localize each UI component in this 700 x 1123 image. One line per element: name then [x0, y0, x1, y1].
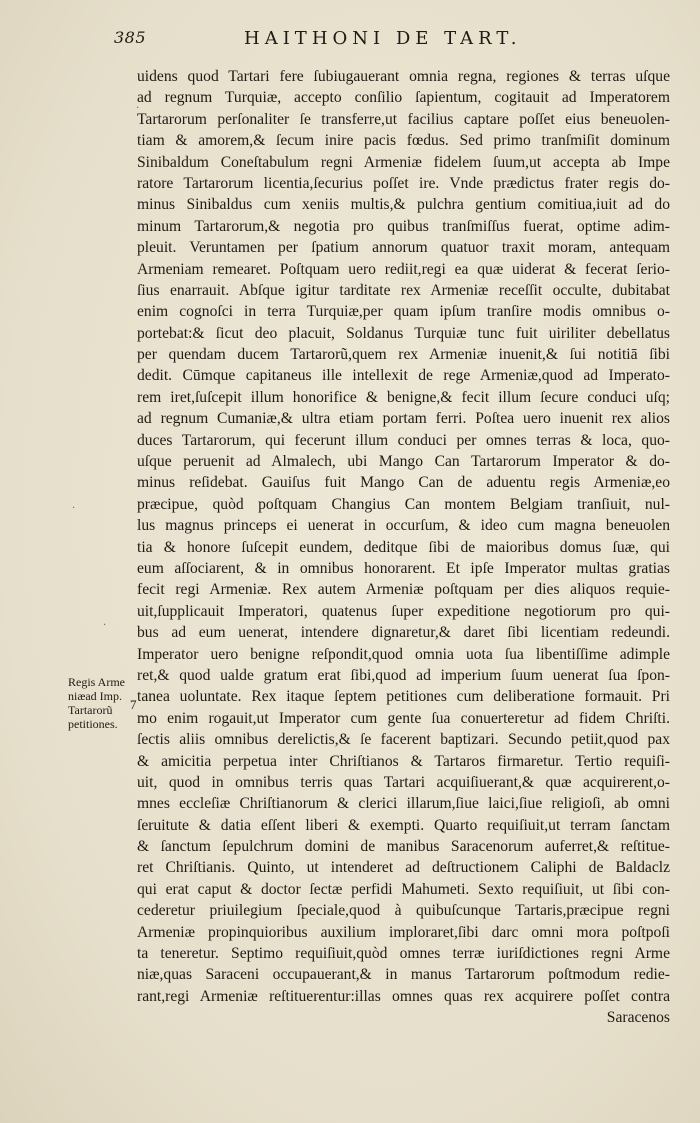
text-line: rem iret,ſuſcepit illum honorifice & benigne,& fecit illum ſecure conduci uſq; [137, 388, 670, 406]
gutter-mark: · [103, 620, 107, 631]
text-line: tanea uoluntate. Rex itaque ſeptem petitiones cum deliberatione formauit. Pri [137, 688, 670, 706]
gutter-mark: · [136, 103, 140, 114]
marginal-note-line: niæad Imp. [68, 689, 122, 703]
page-number: 385 [114, 28, 147, 47]
page-header [114, 28, 674, 52]
marginal-note-line: Tartarorũ [68, 703, 113, 717]
text-line: uſque peruenit ad Almalech, ubi Mango Can Tartarorum Imperator & do- [137, 453, 670, 471]
text-line: ſeruitute & datia eſſent liberi & exempti. Quarto requiſiuit,ut terram ſanctam [137, 816, 670, 834]
text-line: præcipue, quòd poſtquam Changius Can montem Belgiam tranſiuit, nul- [137, 495, 670, 513]
text-line: tiam & amorem,& ſecum inire pacis fœdus. Sed primo tranſmiſit dominum [137, 132, 670, 150]
text-line: ta teneretur. Septimo requiſiuit,quòd omnes terræ iuriſdictiones regni Arme [137, 945, 670, 963]
marginal-note-line: petitiones. [68, 717, 118, 731]
text-line: qui erat caput & doctor ſectæ perfidi Mahumeti. Sexto requiſiuit, ut ſibi con- [137, 880, 670, 898]
text-line: Imperator uero benigne reſpondit,quod omnia uota ſua libentiſſime adimple [137, 645, 670, 663]
text-line: minus Sinibaldus cum xeniis multis,& pulchra gentium comitiua,iuit ad do [137, 196, 670, 214]
text-line: niæ,quas Saraceni occupauerant,& in manus Tartarorum poſtmodum redie- [137, 966, 670, 984]
text-line: & amicitia perpetua inter Chriſtianos & Tartaros firmaretur. Tertio requiſi- [137, 752, 670, 770]
text-line: minus reſidebat. Gauiſus fuit Mango Can de aduentu regis Armeniæ,eo [137, 474, 670, 492]
text-line: ſius enarrauit. Abſque igitur tarditate rex Armeniæ receſſit occulte, dubitabat [137, 281, 670, 299]
text-line: uidens quod Tartari fere ſubiugauerant omnia regna, regiones & terras uſque [137, 68, 670, 85]
text-line: ret Chriſtianis. Quinto, ut intenderet ad deſtructionem Caliphi de Baldaclz [137, 859, 670, 877]
text-line: duces Tartarorum, qui fecerunt illum conduci per omnes terras & loca, quo- [137, 431, 670, 449]
gutter-mark: · [72, 503, 76, 514]
text-line: ratore Tartarorum licentia,ſecurius poſſet ire. Vnde prædictus frater regis do- [137, 174, 670, 192]
text-line: Armeniam remearet. Poſtquam uero rediit,regi ea quæ uiderat & fecerat ſerio- [137, 260, 670, 278]
text-line: dedit. Cūmque capitaneus ille intellexit de rege Armeniæ,quod ad Imperato- [137, 367, 670, 385]
main-text-block [137, 66, 670, 1029]
text-line: & ſanctum ſepulchrum domini de manibus Saracenorum auferret,& reſtitue- [137, 838, 670, 856]
text-line: bus ad eum uenerat, intendere dignaretur,& daret ſibi licentiam redeundi. [137, 624, 670, 642]
line-number: 7 [130, 697, 137, 712]
text-line: portebat:& ſicut deo placuit, Soldanus Turquiæ tunc fuit uiriliter debellatus [137, 324, 670, 342]
catchword: Saracenos [606, 1009, 670, 1027]
text-line: fecit regi Armeniæ. Rex autem Armeniæ poſtquam per dies aliquos requie- [137, 581, 670, 599]
text-line: Tartarorum perſonaliter ſe transferre,ut facilius captare poſſet eius beneuolen- [137, 110, 670, 128]
text-line: cederetur priuilegium ſpeciale,quod à quibuſcunque Tartaris,præcipue regni [137, 902, 670, 920]
text-line: Sinibaldum Coneſtabulum regni Armeniæ fidelem ſuum,ut accepta ab Impe [137, 153, 670, 171]
text-line: mo enim rogauit,ut Imperator cum gente ſua conuerteretur ad fidem Chriſti. [137, 709, 670, 727]
text-line: ad regnum Turquiæ, accepto conſilio ſapientum, cogitauit ad Imperatorem [137, 89, 670, 107]
text-line: uit, quod in omnibus terris quas Tartari acquiſiuerant,& quæ acquirerent,o- [137, 773, 670, 791]
text-line: rant,regi Armeniæ reſtituerentur:illas omnes quas rex acquirere poſſet contra [137, 987, 670, 1005]
text-line: ſectis aliis omnibus derelictis,& ſe facerent baptizari. Secundo petiit,quod pax [137, 731, 670, 749]
running-head: HAITHONI DE TART. [244, 28, 522, 49]
text-line: ret,& quod ualde gratum erat ſibi,quod ad imperium ſuum uenerat ſua ſpon- [137, 666, 670, 684]
text-line: mnes eccleſiæ Chriſtianorum & clerici illarum,ſiue laici,ſiue religioſi, ab omni [137, 795, 670, 813]
marginal-note-line: Regis Arme [68, 675, 125, 689]
text-line: tia & honore ſuſcepit eundem, deditque ſibi de maioribus domus ſuæ, qui [137, 538, 670, 556]
text-line: Armeniæ propinquioribus auxilium imploraret,ſibi darc omni mora poſtpoſi [137, 923, 670, 941]
text-line: ad regnum Cumaniæ,& ultra etiam portam ferri. Poſtea uero inuenit rex alios [137, 410, 670, 428]
text-line: lus magnus princeps ei uenerat in occurſum, & ideo cum magna beneuolen [137, 517, 670, 535]
text-line: enim cognoſci in terra Turquiæ,per quam ipſum tranſire modis omnibus o- [137, 303, 670, 321]
text-line: eum aſſociarent, & in omnibus honorarent. Et ipſe Imperator multas gratias [137, 559, 670, 577]
text-line: pleuit. Veruntamen per ſpatium annorum quatuor traxit moram, antequam [137, 239, 670, 257]
text-line: per quendam ducem Tartarorũ,quem rex Armeniæ inuenit,& ſui notitiā ſibi [137, 346, 670, 364]
text-line: minum Tartarorum,& negotia pro quibus tranſmiſſus fuerat, optime adim- [137, 217, 670, 235]
text-line: uit,ſupplicauit Imperatori, quatenus ſuper expeditione negotiorum pro qui- [137, 602, 670, 620]
